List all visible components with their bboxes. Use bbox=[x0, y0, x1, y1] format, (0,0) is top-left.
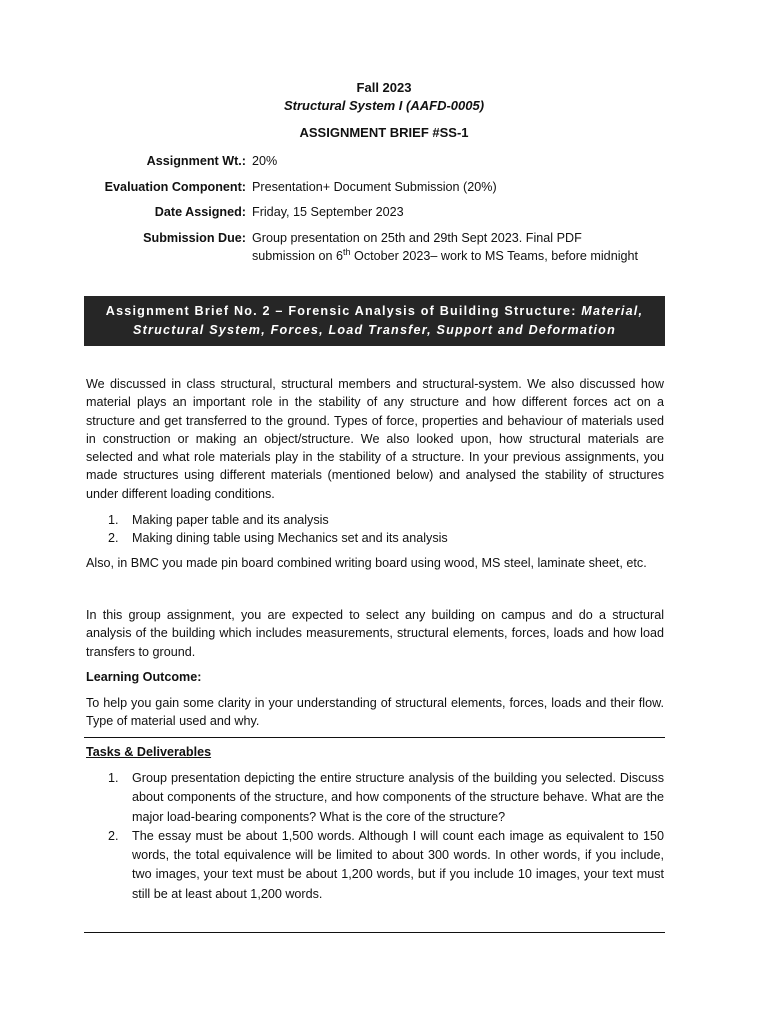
brief-title: ASSIGNMENT BRIEF #SS-1 bbox=[299, 125, 469, 140]
bmc-note: Also, in BMC you made pin board combined writing board using wood, MS steel, laminate sheet, etc. bbox=[86, 556, 647, 570]
meta-label: Assignment Wt.: bbox=[146, 154, 246, 168]
assignment-banner bbox=[84, 296, 665, 346]
meta-label: Submission Due: bbox=[143, 231, 246, 245]
list-item: 2. Making dining table using Mechanics set and its analysis bbox=[108, 531, 448, 545]
meta-label: Date Assigned: bbox=[154, 205, 246, 219]
group-assignment-paragraph: In this group assignment, you are expected to select any building on campus and do a structural analysis of the building which includes measurements, structural elements, forces, loads and how load transfers to ground. bbox=[86, 608, 664, 659]
meta-label: Evaluation Component: bbox=[104, 180, 246, 194]
meta-value: 20% bbox=[252, 154, 278, 168]
meta-value: Group presentation on 25th and 29th Sept 2023. Final PDF submission on 6th October 2023– work to MS Teams, before midnight bbox=[252, 231, 638, 263]
list-item: 1. Making paper table and its analysis bbox=[108, 513, 329, 527]
bottom-divider bbox=[84, 932, 665, 933]
task-item: 1. Group presentation depicting the entire structure analysis of the building you selected. Discuss about components of the structure, and how components of the structure behave. What are the major load-bearing components? What is the core of the structure? bbox=[108, 771, 664, 824]
learning-outcome-text: To help you gain some clarity in your understanding of structural elements, forces, loads and their flow. Type of material used and why. bbox=[86, 696, 664, 729]
tasks-list bbox=[108, 769, 664, 904]
banner-line-2: Structural System, Forces, Load Transfer, Support and Deformation bbox=[133, 323, 616, 337]
previous-assignments-list bbox=[108, 511, 664, 547]
meta-value: Friday, 15 September 2023 bbox=[252, 205, 404, 219]
course-title: Structural System I (AAFD-0005) bbox=[283, 98, 485, 113]
meta-value: Presentation+ Document Submission (20%) bbox=[252, 180, 497, 194]
semester-heading: Fall 2023 bbox=[356, 80, 412, 95]
banner-line-1: Assignment Brief No. 2 – Forensic Analysis of Building Structure: Material, bbox=[105, 304, 644, 318]
section-divider bbox=[84, 737, 665, 738]
task-item: 2. The essay must be about 1,500 words. Although I will count each image as equivalent to 150 words, the total equivalence will be limited to about 300 words. In other words, if you include, two images, your text must be about 1,200 words, but if you include 10 images, your text must still be at least about 1,200 words. bbox=[108, 828, 664, 901]
learning-outcome-heading: Learning Outcome: bbox=[86, 670, 202, 684]
intro-paragraph: We discussed in class structural, structural members and structural-system. We also discussed how material plays an important role in the stability of any structure and how different forces act on a structure and get transferred to the ground. Types of force, properties and behaviour of materials used in construction or making an object/structure. We also looked upon, how structural materials are selected and what role materials play in the stability of a structure. In your previous assignments, you made structures using different materials (mentioned below) and analysed the stability of structures under different loading conditions. bbox=[86, 377, 664, 501]
tasks-heading: Tasks & Deliverables bbox=[86, 745, 212, 759]
